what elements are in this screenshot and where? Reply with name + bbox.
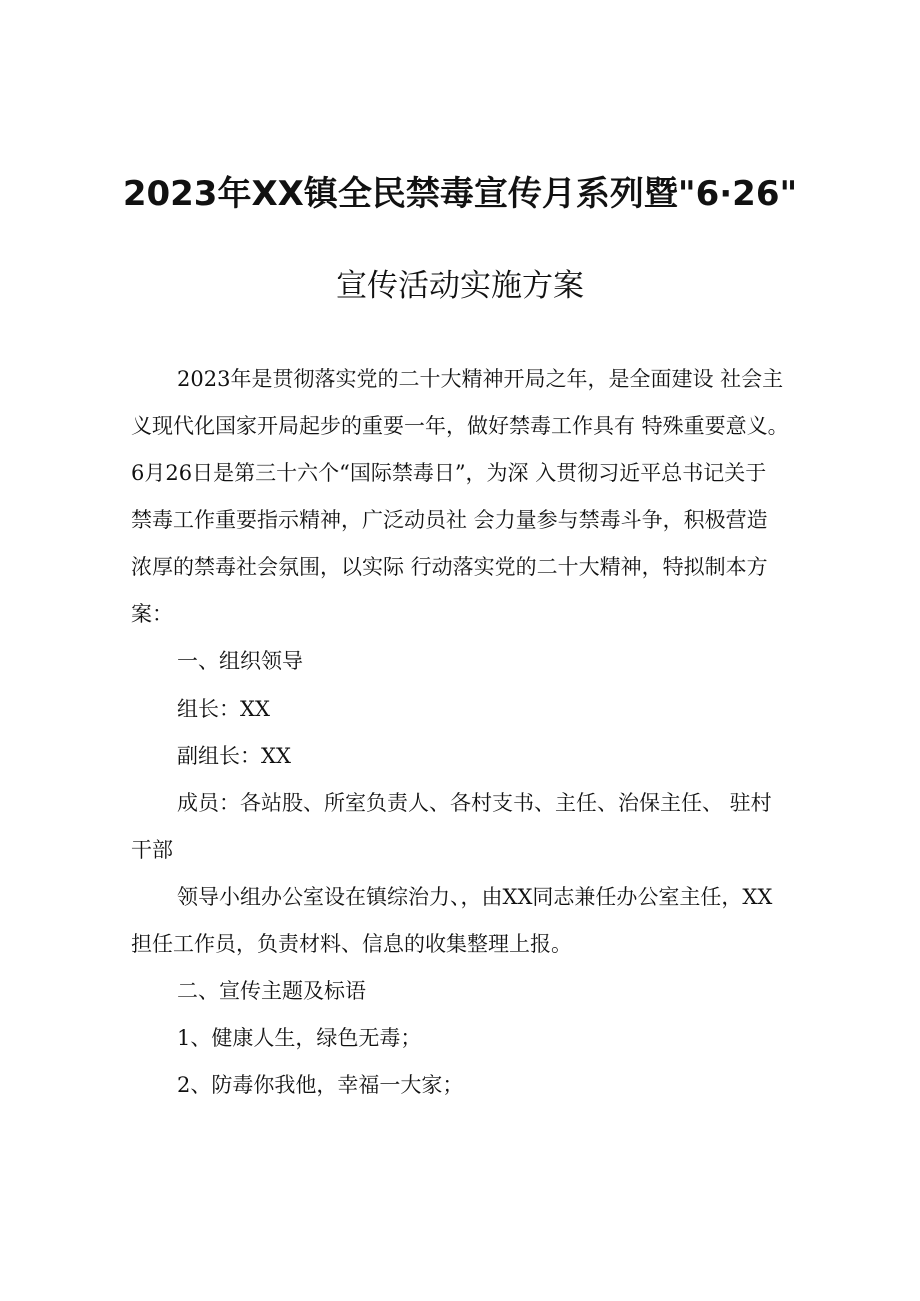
slogan-item: 2、防毒你我他，幸福一大家； (177, 1073, 464, 1097)
office-line: 领导小组办公室设在镇综治力、，由XX同志兼任办公室主任，XX (177, 885, 773, 909)
section-heading-theme-slogans: 二、宣传主题及标语 (177, 979, 366, 1003)
group-leader: 组长：XX (177, 697, 270, 721)
slogan-item: 1、健康人生，绿色无毒； (177, 1026, 422, 1050)
intro-paragraph (131, 356, 821, 638)
members-line: 成员：各站股、所室负责人、各村支书、主任、治保主任、 驻村 (177, 791, 772, 815)
intro-line: 浓厚的禁毒社会氛围，以实际 行动落实党的二十大精神，特拟制本方 (131, 555, 768, 579)
document-title-line-1: 2023年XX镇全民禁毒宣传月系列暨"6·26" (122, 174, 798, 214)
intro-line: 义现代化国家开局起步的重要一年，做好禁毒工作具有 特殊重要意义。 (131, 414, 789, 438)
intro-line: 案： (131, 602, 173, 626)
section-heading-organization: 一、组织领导 (177, 649, 303, 673)
office-line: 担任工作员，负责材料、信息的收集整理上报。 (131, 932, 572, 956)
members-line: 干部 (131, 838, 173, 862)
office-paragraph (131, 874, 821, 968)
intro-line: 禁毒工作重要指示精神，广泛动员社 会力量参与禁毒斗争，积极营造 (131, 508, 768, 532)
document-title-line-2: 宣传活动实施方案 (336, 268, 584, 304)
deputy-group-leader: 副组长：XX (177, 744, 291, 768)
intro-line: 6月26日是第三十六个“国际禁毒日”，为深 入贯彻习近平总书记关于 (131, 461, 767, 485)
members-paragraph (131, 780, 821, 874)
intro-line: 2023年是贯彻落实党的二十大精神开局之年，是全面建设 社会主 (177, 367, 784, 391)
